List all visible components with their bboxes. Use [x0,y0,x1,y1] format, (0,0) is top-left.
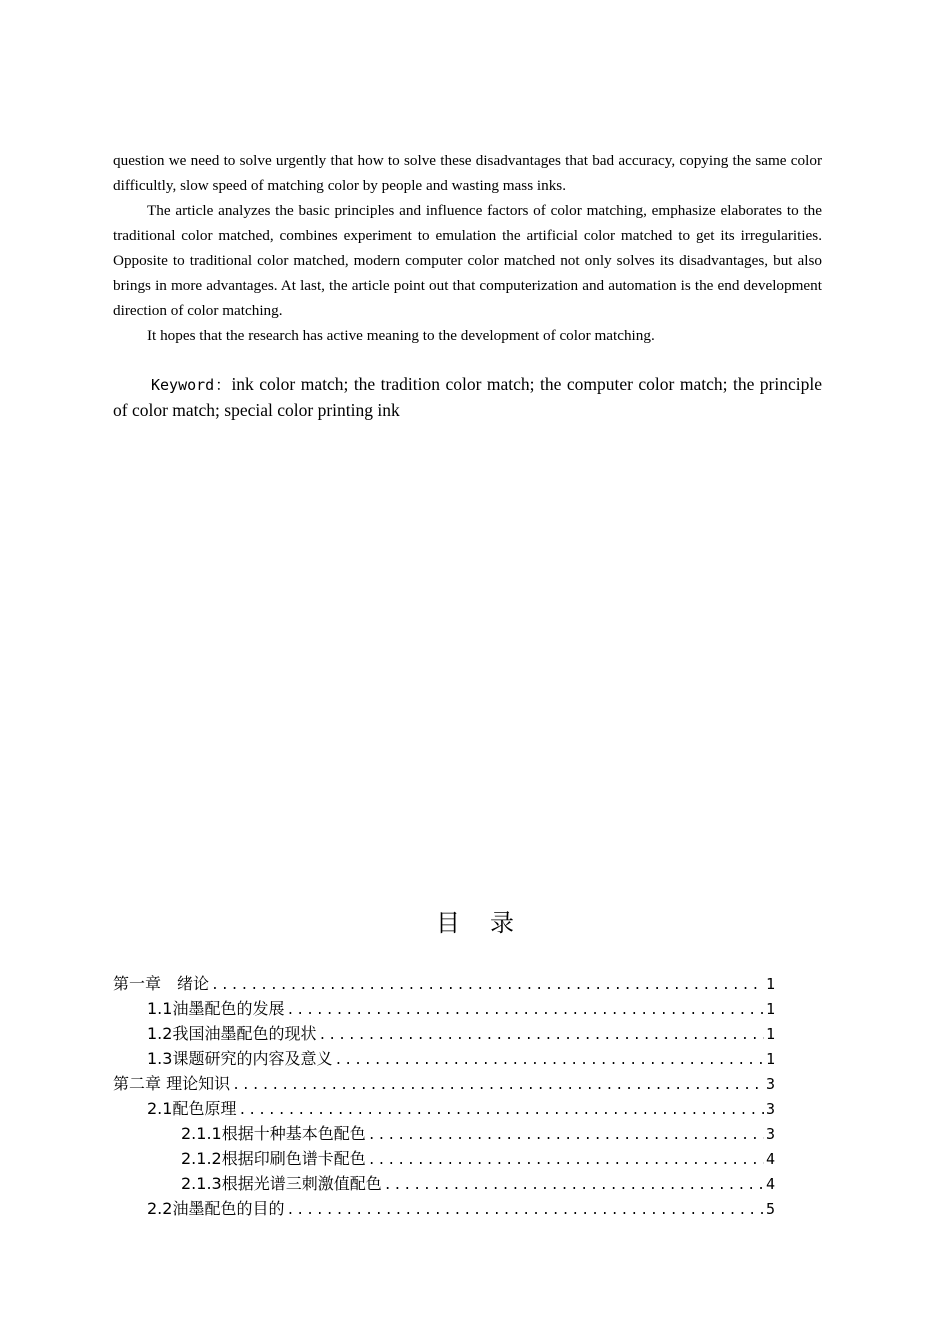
toc-page-number: 3 [765,1100,775,1118]
toc-leader-dots [286,1198,764,1223]
toc-page-number: 3 [765,1075,775,1093]
keyword-section [113,372,822,423]
toc-entry-title: 2.1.2根据印刷色谱卡配色 [181,1149,366,1168]
table-of-contents [113,971,775,1221]
toc-leader-dots [384,1173,764,1198]
toc-leader-dots [211,973,764,998]
toc-entry-title: 2.1.1根据十种基本色配色 [181,1124,366,1143]
toc-page-number: 1 [765,1000,775,1018]
toc-entry-title: 1.1油墨配色的发展 [147,999,285,1018]
toc-page-number: 1 [765,1050,775,1068]
keyword-label: Keyword： [151,376,232,394]
toc-page-number: 4 [765,1175,775,1193]
toc-entry[interactable] [113,1121,775,1146]
toc-entry[interactable] [113,1071,775,1096]
toc-leader-dots [318,1023,764,1048]
toc-leader-dots [286,998,764,1023]
toc-page-number: 5 [765,1200,775,1218]
toc-entry[interactable] [113,1046,775,1071]
toc-entry-title: 2.1配色原理 [147,1099,237,1118]
toc-entry[interactable] [113,1196,775,1221]
toc-leader-dots [368,1123,764,1148]
toc-entry[interactable] [113,996,775,1021]
abstract-paragraph: It hopes that the research has active meaning to the development of color matching. [147,327,655,344]
toc-entry-title: 第二章 理论知识 [113,1074,231,1093]
toc-entry[interactable] [113,971,775,996]
toc-title: 目录 [436,909,544,937]
abstract-paragraph: question we need to solve urgently that how to solve these disadvantages that bad accuracy, copying the same color difficultly, slow speed of matching color by people and wasting mass inks. [113,152,822,194]
toc-page-number: 1 [765,1025,775,1043]
toc-entry[interactable] [113,1021,775,1046]
toc-page-number: 1 [765,975,775,993]
toc-leader-dots [232,1073,764,1098]
toc-entry[interactable] [113,1171,775,1196]
abstract-paragraph: The article analyzes the basic principles and influence factors of color matching, emphasize elaborates to the traditional color matched, combines experiment to emulation the artificial color matched to get its irregularities. Opposite to traditional color matched, modern computer color matched not only solves its disadvantages, but also brings in more advantages. At last, the article point out that computerization and automation is the end development direction of color matching. [113,202,822,319]
toc-leader-dots [238,1098,764,1123]
toc-entry[interactable] [113,1146,775,1171]
toc-page-number: 4 [765,1150,775,1168]
toc-entry-title: 2.2油墨配色的目的 [147,1199,285,1218]
toc-leader-dots [334,1048,764,1073]
toc-leader-dots [368,1148,764,1173]
toc-entry-title: 第一章 绪论 [113,974,210,993]
toc-entry-title: 1.2我国油墨配色的现状 [147,1024,317,1043]
keyword-text: ink color match; the tradition color match; the computer color match; the principle of color match; special color printing ink [113,374,823,420]
toc-page-number: 3 [765,1125,775,1143]
toc-entry-title: 1.3课题研究的内容及意义 [147,1049,333,1068]
toc-entry[interactable] [113,1096,775,1121]
abstract-section [113,148,822,348]
toc-entry-title: 2.1.3根据光谱三刺激值配色 [181,1174,382,1193]
